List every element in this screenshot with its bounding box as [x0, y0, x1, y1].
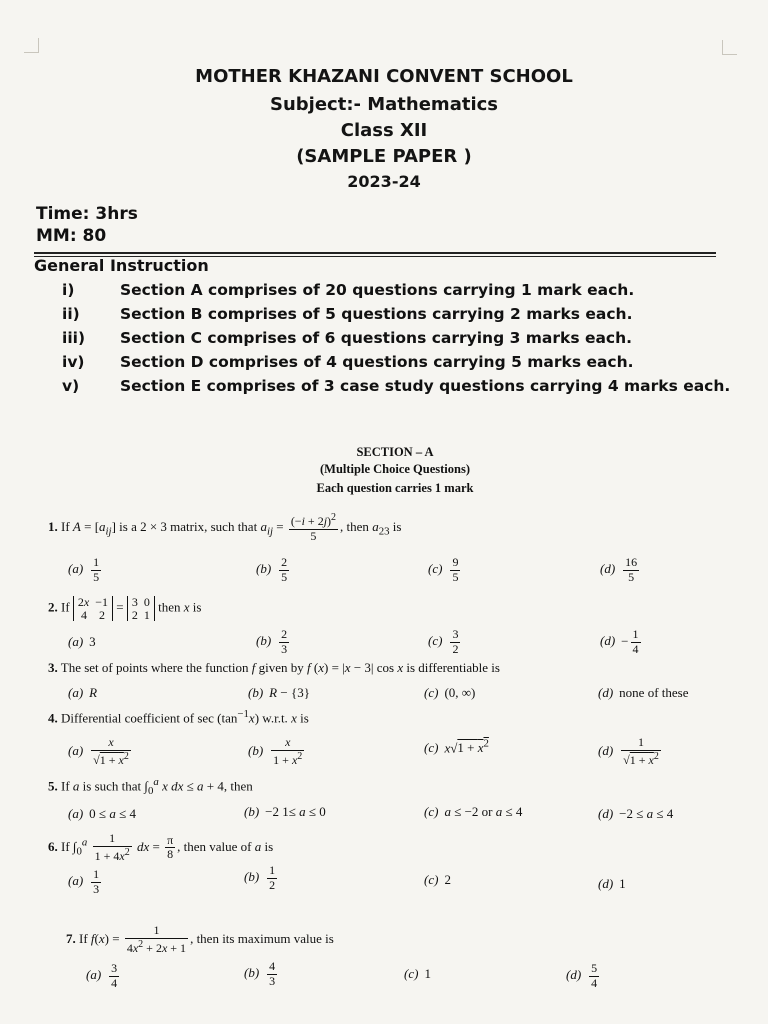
section-note: Each question carries 1 mark: [316, 481, 474, 495]
marks-label: MM: 80: [36, 226, 107, 246]
question-1: 1. If $A = [a_{ij}]$ is a 2 × 3 matrix, such that $a_{ij}$ = $\frac{(-i + 2j)^2}{5}$ , then $a_{23}$ is: [48, 512, 402, 543]
instruction-num: iv): [62, 353, 85, 371]
instruction-text: Section D comprises of 4 questions carrying 5 marks each.: [120, 353, 634, 371]
q1-option-a[interactable]: (a) $\frac{1}{5}$: [68, 555, 100, 584]
paper-title: (SAMPLE PAPER ): [296, 146, 472, 167]
class-title: Class XII: [340, 120, 428, 141]
q7-option-a[interactable]: (a) $\frac{3}{4}$: [86, 961, 118, 990]
q4-option-a[interactable]: (a) $\frac{x}{√1 + x^2}$: [68, 735, 129, 767]
instruction-num: v): [62, 377, 80, 395]
q1-option-d[interactable]: (d) $\frac{16}{5}$: [600, 555, 638, 584]
question-7: 7. If f(x) = $\frac{1}{4x^2 + 2x + 1}$ , then its maximum value is: [66, 923, 334, 955]
subject-title: Subject:- Mathematics: [270, 94, 498, 115]
question-number: 3.: [48, 660, 58, 675]
question-6: 6. If $\int_0^a$ $\frac{1}{1 + 4x^2}$ dx = $\frac{\pi}{8}$ , then value of a is: [48, 831, 274, 863]
q1-option-b[interactable]: (b) $\frac{2}{5}$: [256, 555, 288, 584]
q7-option-c[interactable]: (c) 1: [404, 966, 431, 981]
q7-option-d[interactable]: (d) $\frac{5}{4}$: [566, 961, 598, 990]
corner-mark-right: [722, 40, 737, 55]
question-2: 2. If 2x −1 4 2 = 3 0 2 1 then x is: [48, 595, 202, 622]
q6-option-d[interactable]: (d) 1: [598, 876, 626, 891]
q5-option-c[interactable]: (c) a ≤ −2 or a ≤ 4: [424, 804, 523, 819]
question-number: 7.: [66, 930, 76, 946]
q3-option-b[interactable]: (b) R − {3}: [248, 685, 310, 700]
instruction-num: i): [62, 281, 75, 299]
instruction-text: Section B comprises of 5 questions carrying 2 marks each.: [120, 305, 633, 323]
corner-mark-left: [24, 38, 39, 53]
question-number: 1.: [48, 518, 58, 534]
header-rule-top: [34, 252, 716, 254]
instruction-num: ii): [62, 305, 80, 323]
question-4: 4. Differential coefficient of $\sec (\tan^{-1}x)$ w.r.t. x is: [48, 708, 309, 726]
q5-option-a[interactable]: (a) 0 ≤ a ≤ 4: [68, 806, 136, 821]
q6-option-c[interactable]: (c) 2: [424, 872, 451, 887]
q5-option-b[interactable]: (b) −2 1≤ a ≤ 0: [244, 804, 326, 819]
q7-option-b[interactable]: (b) $\frac{4}{3}$: [244, 959, 276, 988]
q1-option-c[interactable]: (c) $\frac{9}{5}$: [428, 555, 459, 584]
section-title: SECTION – A: [356, 445, 434, 459]
q6-option-b[interactable]: (b) $\frac{1}{2}$: [244, 863, 276, 892]
instruction-num: iii): [62, 329, 86, 347]
year-title: 2023-24: [347, 172, 421, 191]
school-name: MOTHER KHAZANI CONVENT SCHOOL: [195, 66, 573, 87]
section-subtitle: (Multiple Choice Questions): [320, 462, 470, 476]
instruction-text: Section C comprises of 6 questions carrying 3 marks each.: [120, 329, 633, 347]
question-5: 5. If a is such that $\int_0^a$ x dx ≤ a + 4, then: [48, 776, 253, 797]
time-label: Time: 3hrs: [36, 204, 138, 224]
q3-option-a[interactable]: (a) R: [68, 685, 98, 700]
q2-option-b[interactable]: (b) $\frac{2}{3}$: [256, 627, 288, 656]
q3-option-d[interactable]: (d) none of these: [598, 685, 689, 700]
q2-option-a[interactable]: (a) 3: [68, 634, 96, 649]
question-number: 4.: [48, 710, 58, 726]
question-3: 3. The set of points where the function f given by f (x) = |x − 3| cos x is differentiable is: [48, 660, 500, 675]
q6-option-a[interactable]: (a) $\frac{1}{3}$: [68, 867, 100, 896]
instruction-text: Section A comprises of 20 questions carrying 1 mark each.: [120, 281, 635, 299]
q2-option-c[interactable]: (c) $\frac{3}{2}$: [428, 627, 459, 656]
q4-option-c[interactable]: (c) $x√1 + x^2$: [424, 738, 489, 756]
q2-option-d[interactable]: (d) − $\frac{1}{4}$: [600, 627, 639, 656]
question-number: 6.: [48, 838, 58, 854]
question-number: 5.: [48, 778, 58, 794]
question-number: 2.: [48, 599, 58, 615]
q4-option-b[interactable]: (b) $\frac{x}{1 + x^2}$: [248, 735, 303, 767]
instruction-text: Section E comprises of 3 case study questions carrying 4 marks each.: [120, 377, 731, 395]
general-instruction-title: General Instruction: [34, 256, 209, 275]
q3-option-c[interactable]: (c) (0, ∞): [424, 685, 476, 700]
q5-option-d[interactable]: (d) −2 ≤ a ≤ 4: [598, 806, 674, 821]
q4-option-d[interactable]: (d) $\frac{1}{√1 + x^2}$: [598, 735, 659, 767]
